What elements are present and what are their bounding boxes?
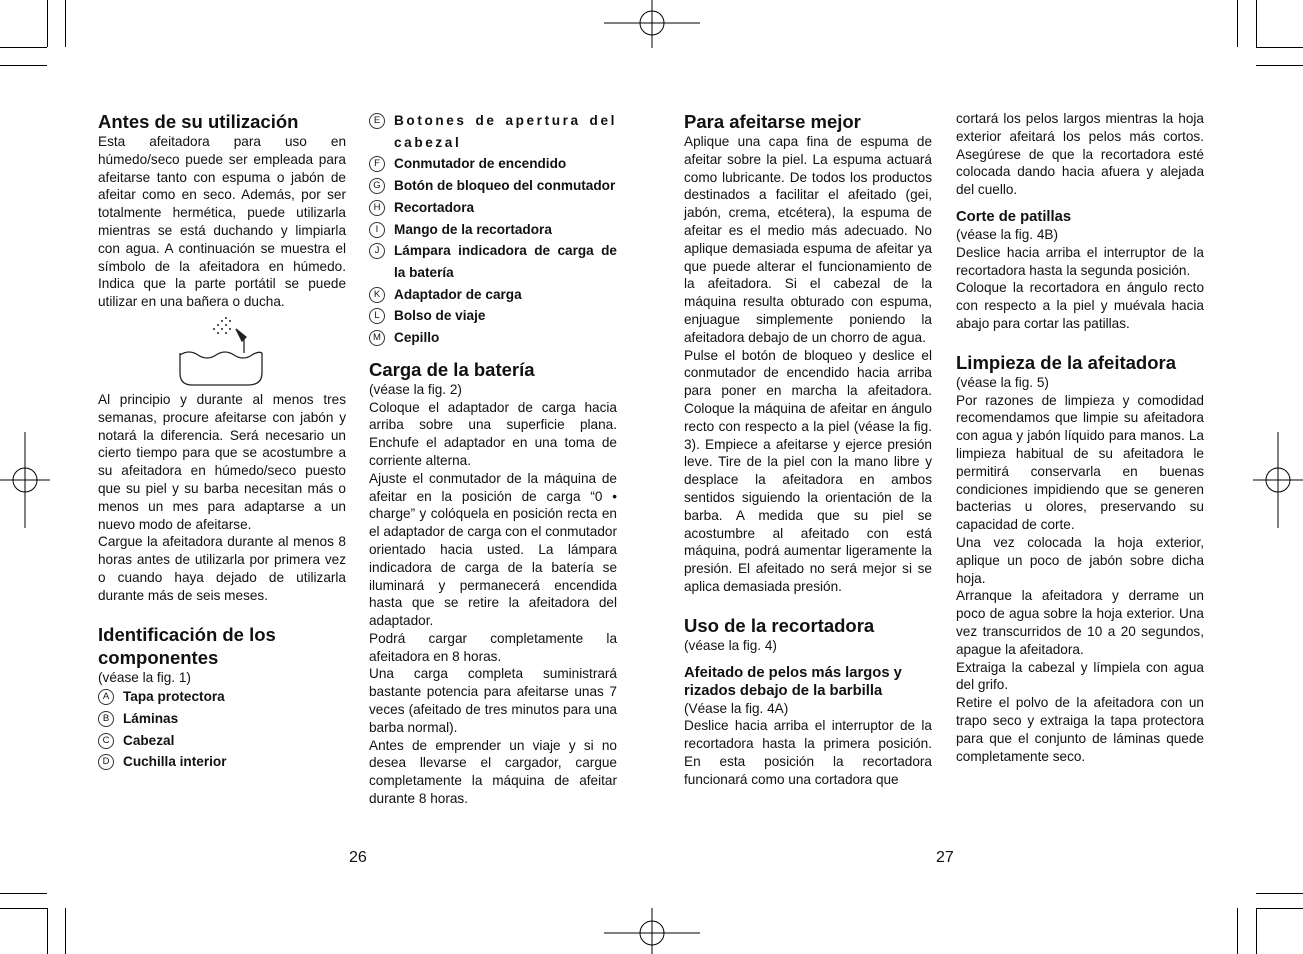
column-4	[956, 110, 1204, 765]
letter-badge: M	[369, 330, 385, 346]
letter-badge: K	[369, 287, 385, 303]
crop-mark	[0, 65, 47, 66]
crop-mark	[0, 47, 47, 48]
crop-mark	[1256, 908, 1257, 954]
figure-reference: (véase la fig. 4)	[684, 637, 777, 653]
figure-reference: (véase la fig. 2)	[369, 381, 462, 397]
heading-recortadora: Uso de la recortadora	[684, 614, 875, 636]
crop-mark	[1256, 908, 1303, 909]
list-item: L Bolso de viaje	[369, 305, 617, 327]
list-item: B Láminas	[98, 708, 346, 730]
paragraph: Una vez colocada la hoja exterior, aplique un poco de jabón sobre dicha hoja.	[956, 534, 1204, 586]
list-item: I Mango de la recortadora	[369, 219, 617, 241]
list-item: G Botón de bloqueo del conmutador	[369, 175, 617, 197]
paragraph: Retire el polvo de la afeitadora con un trapo seco y extraiga la tapa protectora para que el conjunto de láminas quede completamente seco.	[956, 695, 1204, 764]
paragraph: Podrá cargar completamente la afeitadora en 8 horas.	[369, 630, 617, 664]
page-number-left: 26	[349, 849, 367, 866]
component-list	[369, 110, 617, 349]
paragraph: Esta afeitadora para uso en húmedo/seco puede ser empleada para afeitarse tanto con espuma o jabón de afeitar como en seco. Además, por ser totalmente hermética, puede utilizarla mientras se está duchando y limpiarla con agua. A continuación se muestra el símbolo de la afeitadora en húmedo. Indica que la parte portátil se puede utilizar en una bañera o ducha.	[98, 134, 346, 310]
column-1	[98, 110, 346, 773]
heading-limpieza: Limpieza de la afeitadora	[956, 351, 1177, 373]
list-item: D Cuchilla interior	[98, 751, 346, 773]
list-item: K Adaptador de carga	[369, 284, 617, 306]
paragraph: Deslice hacia arriba el interruptor de la recortadora hasta la segunda posición.	[956, 244, 1204, 278]
paragraph: Extraiga la cabezal y límpiela con agua del grifo.	[956, 659, 1204, 693]
letter-badge: J	[369, 243, 385, 259]
crop-mark	[65, 0, 66, 47]
crop-mark	[47, 0, 48, 47]
subheading-patillas: Corte de patillas	[956, 208, 1072, 225]
crop-mark	[1256, 65, 1303, 66]
paragraph: Coloque la recortadora en ángulo recto con respecto a la piel y muévala hacia abajo para cortar las patillas.	[956, 280, 1204, 331]
paragraph: Una carga completa suministrará bastante potencia para afeitarse unas 7 veces (afeitado de tres minutos para una barba normal).	[369, 666, 617, 735]
registration-mark-top	[604, 0, 700, 50]
heading-identificacion: Identificación de los componentes	[98, 623, 276, 668]
paragraph: Coloque el adaptador de carga hacia arriba sobre una superficie plana. Enchufe el adaptador en una toma de corriente alterna.	[369, 399, 617, 468]
letter-badge: I	[369, 222, 385, 238]
letter-badge: A	[98, 689, 114, 705]
registration-mark-left	[0, 432, 50, 528]
heading-carga: Carga de la batería	[369, 358, 535, 380]
paragraph: Por razones de limpieza y comodidad recomendamos que limpie su afeitadora con agua y jabón líquido para manos. La limpieza habitual de su afeitadora le permitirá conservarla en buenas condiciones impidiendo que se generen bacterias u olores, preservando su capacidad de corte.	[956, 392, 1204, 533]
figure-reference: (Véase la fig. 4A)	[684, 700, 789, 716]
paragraph: Pulse el botón de bloqueo y deslice el conmutador de encendido hacia arriba para poner en marcha la afeitadora. Coloque la máquina de afeitar en ángulo recto con respecto a la piel (véase la fig. 3). Empiece a afeitarse y ejerce presión leve. Tire de la piel con la mano libre y desplace la afeitadora en ambos sentidos siguiendo la orientación de la barba. A medida que su piel se acostumbre al afeitado con está máquina, podrá aumentar ligeramente la presión. El afeitado no será mejor si se aplica demasiada presión.	[684, 347, 932, 594]
figure-reference: (véase la fig. 1)	[98, 669, 191, 685]
paragraph: Aplique una capa fina de espuma de afeitar sobre la piel. La espuma actuará como lubricante. De todos los productos destinados a facilitar el afeitado (gei, jabón, crema, etcétera), la espuma de afeitar es el medio más adecuado. No aplique demasiada espuma de afeitar ya que puede alterar el funcionamiento de la afeitadora. Si el cabezal de la máquina resulta obturado con espuma, enjuague simplemente poniendo la afeitadora debajo de un chorro de agua.	[684, 134, 932, 345]
list-item: H Recortadora	[369, 197, 617, 219]
list-item: J Lámpara indicadora de carga de la batería	[369, 240, 617, 283]
paragraph: Ajuste el conmutador de la máquina de afeitar en la posición de carga “0 • charge” y colóquela en posición recta en el adaptador de carga con el conmutador orientado hacia usted. La lámpara indicadora de carga de la batería se iluminará y permanecerá encendida hasta que se retire la afeitadora del adaptador.	[369, 470, 617, 629]
crop-mark	[0, 908, 47, 909]
paragraph: Cargue la afeitadora durante al menos 8 horas antes de utilizarla por primera vez o cuando haya dejado de utilizarla durante más de seis meses.	[98, 534, 346, 603]
list-item: F Conmutador de encendido	[369, 153, 617, 175]
crop-mark	[1237, 908, 1238, 954]
letter-badge: B	[98, 711, 114, 727]
heading-afeitarse-mejor: Para afeitarse mejor	[684, 111, 861, 132]
letter-badge: C	[98, 733, 114, 749]
figure-reference: (véase la fig. 4B)	[956, 226, 1058, 242]
registration-mark-right	[1253, 432, 1303, 528]
subheading-pelos-largos: Afeitado de pelos más largos y rizados debajo de la barbilla	[684, 664, 902, 699]
list-item: A Tapa protectora	[98, 686, 346, 708]
paragraph: Al principio y durante al menos tres semanas, procure afeitarse con jabón y notará la diferencia. Será necesario un cierto tiempo para que se acostumbre a su afeitadora en húmedo/seco puesto que su piel y su barba necesitan más o menos un mes para adaptarse a un nuevo modo de afeitarse.	[98, 391, 346, 532]
paragraph: Arranque la afeitadora y derrame un poco de agua sobre la hoja exterior. Una vez transcurridos de 10 a 20 segundos, apague la afeitadora.	[956, 588, 1204, 657]
list-item: E Botones de apertura del cabezal	[369, 110, 617, 153]
paragraph: Antes de emprender un viaje y si no desea llevarse el cargador, cargue completamente la máquina de afeitar durante 8 horas.	[369, 737, 617, 807]
list-item: C Cabezal	[98, 730, 346, 752]
letter-badge: E	[369, 113, 385, 129]
paragraph: cortará los pelos largos mientras la hoja exterior afeitará los pelos más cortos. Asegúrese de que la recortadora esté colocada dando hacia afuera y alejada del cuello.	[956, 111, 1204, 198]
figure-reference: (véase la fig. 5)	[956, 374, 1049, 390]
crop-mark	[47, 908, 48, 954]
letter-badge: H	[369, 200, 385, 216]
page-number-right: 27	[936, 849, 954, 866]
shower-bath-icon	[98, 311, 346, 391]
crop-mark	[1256, 893, 1303, 894]
letter-badge: L	[369, 308, 385, 324]
letter-badge: D	[98, 754, 114, 770]
registration-mark-bottom	[604, 908, 700, 954]
crop-mark	[1256, 47, 1303, 48]
paragraph: Deslice hacia arriba el interruptor de la recortadora hasta la primera posición. En esta posición la recortadora funcionará como una cortadora que	[684, 718, 932, 787]
crop-mark	[1237, 0, 1238, 47]
column-3	[684, 110, 932, 789]
crop-mark	[1256, 0, 1257, 47]
letter-badge: F	[369, 156, 385, 172]
component-list	[98, 686, 346, 773]
crop-mark	[65, 908, 66, 954]
heading-antes: Antes de su utilización	[98, 111, 299, 132]
list-item: M Cepillo	[369, 327, 617, 349]
column-2	[369, 110, 617, 808]
crop-mark	[0, 893, 47, 894]
letter-badge: G	[369, 178, 385, 194]
